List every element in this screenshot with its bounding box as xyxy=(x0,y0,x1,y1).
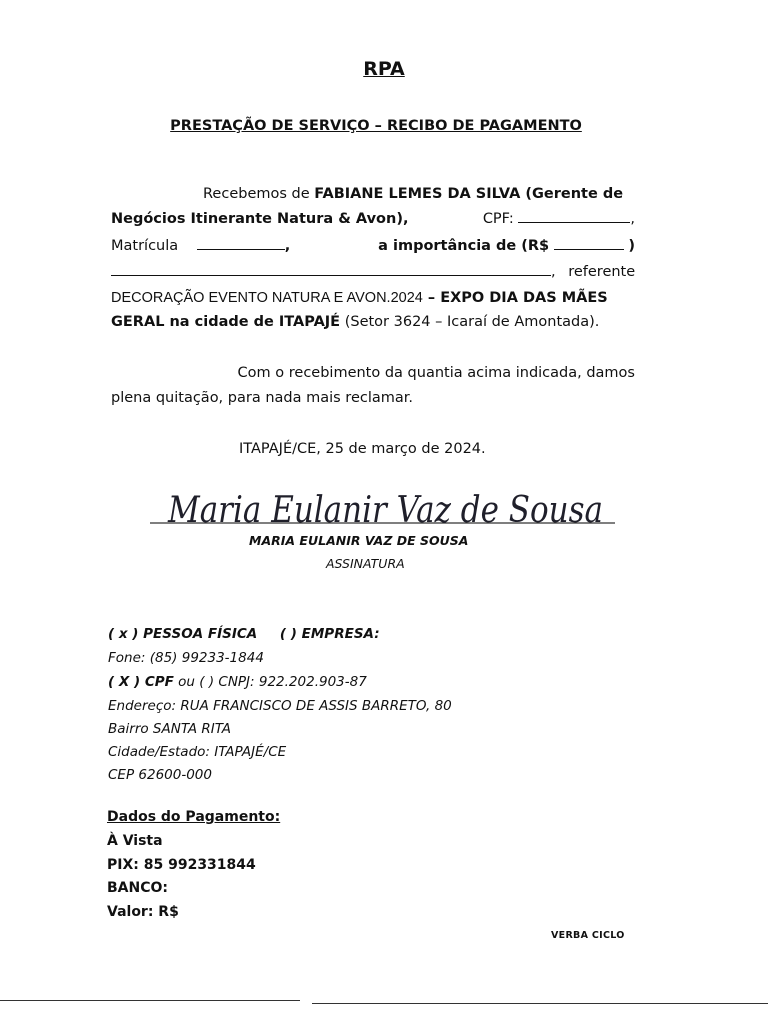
city-state-line: Cidade/Estado: ITAPAJÉ/CE xyxy=(108,744,287,760)
cpf-number: ou ( ) CNPJ: 922.202.903-87 xyxy=(173,674,367,690)
document-subtitle: PRESTAÇÃO DE SERVIÇO – RECIBO DE PAGAMENTO xyxy=(170,118,582,134)
verba-ciclo-note: VERBA CICLO xyxy=(551,930,625,941)
address-line: Endereço: RUA FRANCISCO DE ASSIS BARRETO, 80 xyxy=(108,698,452,714)
quitacao-line-1: Com o recebimento da quantia acima indicada, damos xyxy=(237,365,635,381)
empresa-checkbox: ( ) EMPRESA: xyxy=(279,626,380,642)
amount-words-blank xyxy=(111,265,551,276)
payment-method: À Vista xyxy=(107,833,163,849)
cpf-blank xyxy=(518,212,630,223)
matricula-blank xyxy=(197,239,285,250)
cpf-group xyxy=(483,211,635,227)
importancia-label: a importância de (R$ xyxy=(378,238,550,254)
receipt-line-4 xyxy=(111,264,635,280)
document-title: RPA xyxy=(363,58,405,80)
zip-line: CEP 62600-000 xyxy=(108,767,212,783)
bottom-rule-right xyxy=(312,1003,768,1004)
cpf-checkbox: ( X ) CPF xyxy=(108,674,174,690)
quitacao-line-2: plena quitação, para nada mais reclamar. xyxy=(111,390,414,406)
event-city: GERAL na cidade de ITAPAJÉ xyxy=(111,314,341,330)
document-id-line xyxy=(108,674,367,690)
referente-comma: , xyxy=(551,264,556,280)
receipt-line-1 xyxy=(203,186,623,202)
cpf-comma: , xyxy=(630,211,635,227)
phone-line: Fone: (85) 99233-1844 xyxy=(108,650,264,666)
matricula-label: Matrícula xyxy=(111,238,179,254)
date-line: ITAPAJÉ/CE, 25 de março de 2024. xyxy=(239,441,486,457)
amount-close: ) xyxy=(628,238,635,254)
payer-role: Negócios Itinerante Natura & Avon), xyxy=(111,211,409,227)
matricula-comma: , xyxy=(284,238,291,254)
matricula-group xyxy=(111,238,290,254)
pessoa-fisica-checkbox: ( x ) PESSOA FÍSICA xyxy=(108,626,258,642)
event-sector: (Setor 3624 – Icaraí de Amontada). xyxy=(340,314,600,330)
pix-key: PIX: 85 992331844 xyxy=(107,857,256,873)
person-type-line xyxy=(108,626,380,642)
receipt-line-3 xyxy=(111,238,635,254)
signature-script: Maria Eulanir Vaz de Sousa xyxy=(167,490,604,531)
receipt-line-5 xyxy=(111,290,608,306)
bottom-rule-left xyxy=(0,1000,300,1001)
signer-name: MARIA EULANIR VAZ DE SOUSA xyxy=(249,533,469,548)
handwritten-signature xyxy=(140,478,620,540)
amount-field: Valor: R$ xyxy=(107,904,179,920)
service-description: DECORAÇÃO EVENTO NATURA E AVON.2024 xyxy=(111,290,423,306)
amount-group xyxy=(378,238,635,254)
bank-field: BANCO: xyxy=(107,880,168,896)
cpf-label: CPF: xyxy=(482,211,514,227)
signature-label: ASSINATURA xyxy=(326,556,405,571)
referente-label: referente xyxy=(568,264,636,280)
payer-name: FABIANE LEMES DA SILVA (Gerente de xyxy=(314,186,624,202)
receipt-line-2 xyxy=(111,211,635,227)
event-name: – EXPO DIA DAS MÃES xyxy=(422,290,608,306)
receipt-intro: Recebemos de xyxy=(203,186,315,202)
neighborhood-line: Bairro SANTA RITA xyxy=(108,721,231,737)
payment-heading: Dados do Pagamento: xyxy=(107,809,281,825)
receipt-line-6 xyxy=(111,314,599,330)
amount-blank xyxy=(554,239,624,250)
